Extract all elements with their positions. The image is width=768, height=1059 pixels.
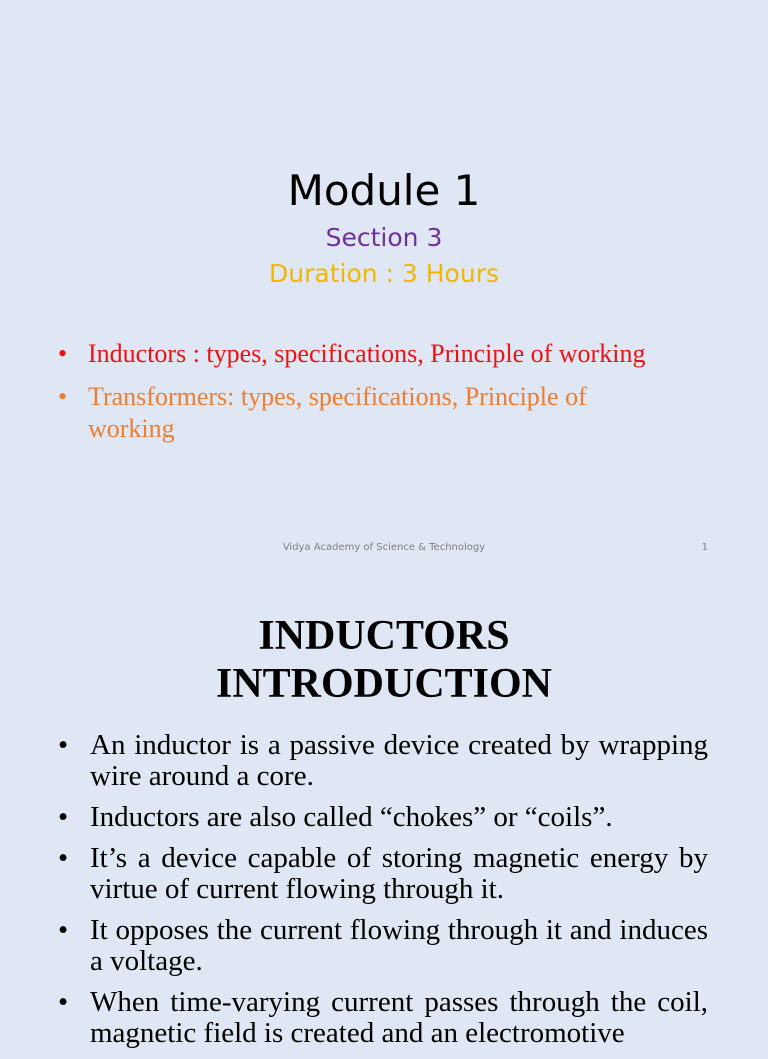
list-item [58, 843, 708, 905]
slide-title [0, 612, 768, 708]
topic-item-transformers [58, 381, 678, 445]
slide-title: Module 1 [287, 166, 481, 215]
page-number: 1 [701, 542, 708, 553]
list-item-text: It opposes the current flowing through it and induces a voltage. [90, 914, 708, 977]
footer-institution: Vidya Academy of Science & Technology [282, 542, 486, 553]
bullet-icon: • [58, 339, 68, 368]
topic-text: Inductors : types, specifications, Principle of working [88, 339, 646, 368]
title-line: INTRODUCTION [215, 661, 553, 707]
list-item [58, 915, 708, 977]
bullet-icon: • [58, 986, 69, 1018]
bullet-icon: • [58, 842, 69, 874]
list-item [58, 730, 708, 792]
slide-inductors-introduction [0, 576, 768, 1049]
bullet-icon: • [58, 382, 68, 411]
list-item-text: An inductor is a passive device created by wrapping wire around a core. [90, 729, 708, 792]
list-item-text: Inductors are also called “chokes” or “coils”. [90, 801, 613, 833]
duration-subtitle: Duration : 3 Hours [269, 259, 499, 288]
title-line: INDUCTORS [258, 613, 510, 659]
section-subtitle: Section 3 [325, 223, 443, 252]
bullet-icon: • [58, 914, 69, 946]
content-list [58, 730, 708, 1059]
list-item-text: It’s a device capable of storing magnetic energy by virtue of current flowing through it. [90, 842, 708, 905]
bullet-icon: • [58, 729, 69, 761]
list-item [58, 802, 708, 833]
topic-text: Transformers: types, specifications, Principle of working [88, 382, 587, 443]
topic-list [58, 338, 678, 456]
bullet-icon: • [58, 801, 69, 833]
list-item [58, 987, 708, 1049]
topic-item-inductors [58, 338, 678, 370]
list-item-text: When time-varying current passes through the coil, magnetic field is created and an electromotive [90, 986, 708, 1049]
